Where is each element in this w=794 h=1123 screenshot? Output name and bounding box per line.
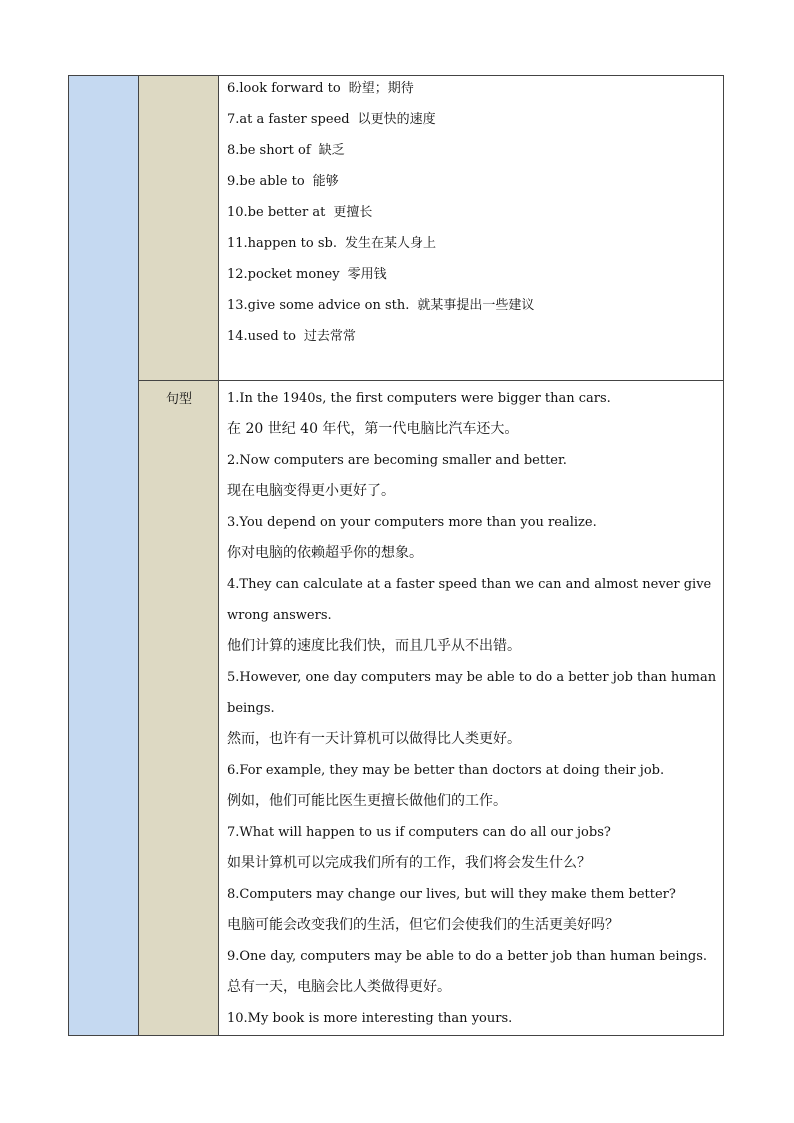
sentence-cn: 现在电脑变得更小更好了。 [227,483,395,499]
phrase-cn: 过去常常 [303,329,356,344]
phrase-en: 10.be better at [227,205,326,220]
phrase-item [227,107,715,138]
phrase-en: 9.be able to [227,174,305,189]
phrase-cn: 盼望；期待 [348,81,414,96]
sentence-cn: 如果计算机可以完成我们所有的工作，我们将会发生什么？ [227,855,591,871]
sentence-en: 4.They can calculate at a faster speed than we can and almost never give [227,577,712,592]
phrase-en: 13.give some advice on sth. [227,298,410,313]
phrase-item [227,200,715,231]
phrase-cn: 更擅长 [333,205,373,220]
section-label-column [139,76,219,1035]
sentence-en: 3.You depend on your computers more than you realize. [227,515,597,530]
phrase-cn: 以更快的速度 [357,112,436,127]
phrase-en: 11.happen to sb. [227,236,337,251]
content-table [68,75,724,1036]
phrase-item [227,293,715,324]
sentence-list [227,382,715,1033]
phrase-cn: 发生在某人身上 [344,236,436,251]
sentence-cn: 总有一天，电脑会比人类做得更好。 [227,979,451,995]
phrase-cn: 零用钱 [347,267,387,282]
sentence-en: 6.For example, they may be better than doctors at doing their job. [227,763,665,778]
phrase-item [227,324,715,355]
phrase-cn: 缺乏 [318,143,345,158]
sentence-en-continued: wrong answers. [227,608,332,623]
phrase-en: 8.be short of [227,143,311,158]
phrase-list [227,76,715,355]
phrase-item [227,169,715,200]
phrase-cn: 就某事提出一些建议 [417,298,535,313]
sentence-en: 1.In the 1940s, the first computers were bigger than cars. [227,391,611,406]
row-divider [139,380,723,381]
phrase-en: 6.look forward to [227,81,341,96]
sentence-en-continued: beings. [227,701,275,716]
phrase-item [227,231,715,262]
phrase-en: 12.pocket money [227,267,340,282]
sentence-en: 5.However, one day computers may be able to do a better job than human [227,670,717,685]
sentence-en: 2.Now computers are becoming smaller and better. [227,453,567,468]
sentence-cn: 然而，也许有一天计算机可以做得比人类更好。 [227,731,521,747]
sentence-en: 7.What will happen to us if computers can do all our jobs? [227,825,611,840]
phrase-en: 14.used to [227,329,296,344]
phrase-item [227,262,715,293]
sentence-en: 9.One day, computers may be able to do a better job than human beings. [227,949,708,964]
phrase-item [227,138,715,169]
sentence-cn: 你对电脑的依赖超乎你的想象。 [227,545,423,561]
phrase-cn: 能够 [312,174,339,189]
sentence-cn: 例如，他们可能比医生更擅长做他们的工作。 [227,793,507,809]
section-label-sentence-patterns: 句型 [165,392,192,407]
sentence-en: 10.My book is more interesting than yours. [227,1011,513,1026]
sentence-cn: 电脑可能会改变我们的生活，但它们会使我们的生活更美好吗？ [227,917,619,933]
category-column [69,76,139,1035]
sentence-cn: 他们计算的速度比我们快，而且几乎从不出错。 [227,638,521,654]
phrase-item [227,76,715,107]
sentence-en: 8.Computers may change our lives, but will they make them better? [227,887,676,902]
phrase-en: 7.at a faster speed [227,112,350,127]
sentence-cn: 在 20 世纪 40 年代，第一代电脑比汽车还大。 [227,421,519,437]
